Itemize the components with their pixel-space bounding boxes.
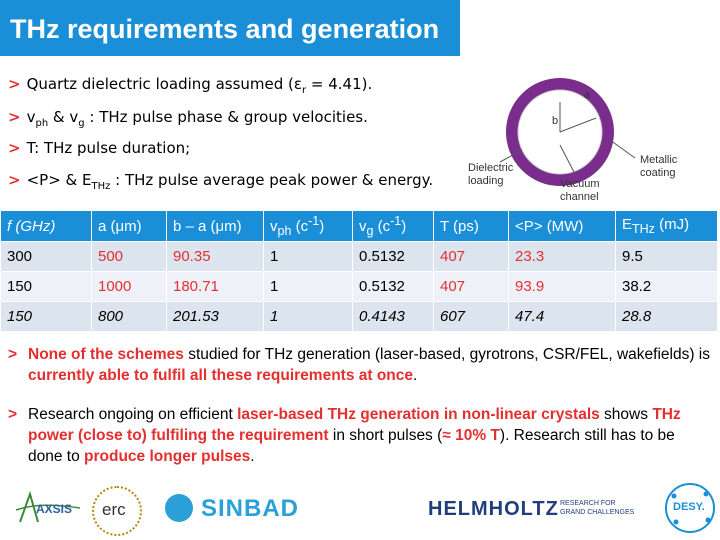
arrow-icon: > — [8, 139, 21, 157]
col-header-vg: $v_g$ $(c^{-1})$ — [353, 211, 434, 242]
title-bar — [0, 0, 720, 60]
sinbad-logo — [165, 492, 305, 526]
cell-vph: 1 — [264, 302, 353, 332]
paragraph-schemes — [8, 344, 713, 386]
bullet-sub: ph — [35, 118, 49, 129]
bullet-text: T: THz pulse duration; — [26, 139, 191, 157]
arrow-icon: > — [8, 75, 21, 93]
arrow-icon: > — [8, 108, 21, 126]
cell-vg: 0.5132 — [353, 242, 434, 272]
paragraph-text: None of the schemes studied for THz generation (laser-based, gyrotrons, CSR/FEL, wakefields) is currently able to fulfil all these requirements at once. — [28, 346, 710, 384]
cell-f: 150 — [1, 272, 92, 302]
helmholtz-logo — [428, 496, 678, 526]
cell-f: 150 — [1, 302, 92, 332]
label-vacuum-2: channel — [560, 191, 599, 203]
table-row — [1, 272, 718, 302]
label-dielectric-2: loading — [468, 175, 504, 187]
bullet-text: v — [26, 108, 36, 126]
bullet-text: : THz pulse average peak power & energy. — [110, 171, 434, 189]
col-header-ethz: $E_{THz}$ (mJ) — [616, 211, 718, 242]
cell-t: 407 — [434, 272, 509, 302]
arrow-icon: > — [8, 346, 18, 363]
title-box — [0, 0, 460, 56]
cell-f: 300 — [1, 242, 92, 272]
bullet-sub: THz — [91, 181, 111, 192]
waveguide-diagram — [460, 70, 710, 205]
cell-t: 407 — [434, 242, 509, 272]
desy-text: DESY. — [673, 501, 705, 513]
cell-a: 1000 — [92, 272, 167, 302]
label-vacuum-1: Vacuum — [560, 178, 600, 190]
paragraph-text: Research ongoing on efficient laser-based THz generation in non-linear crystals shows THz power (close to) fulfiling the requirement in short pulses (≈ 10% T). Research still has to be done to produce longer pulses. — [28, 406, 681, 465]
col-header-p: <P> (MW) — [509, 211, 616, 242]
col-header-vph: $v_{ph}$ $(c^{-1})$ — [264, 211, 353, 242]
col-header-b-a: b – a (μm) — [167, 211, 264, 242]
bullet-text: & v — [48, 108, 79, 126]
cell-p: 23.3 — [509, 242, 616, 272]
bullet-sub: g — [78, 118, 85, 129]
sinbad-circle-icon — [165, 494, 193, 522]
table-row — [1, 242, 718, 272]
cell-ethz: 38.2 — [616, 272, 718, 302]
sinbad-text: SINBAD — [201, 495, 300, 522]
bullet-text: = 4.41). — [306, 75, 373, 93]
axsis-text: AXSIS — [36, 502, 73, 516]
desy-logo — [664, 482, 716, 534]
col-header-f: f (GHz) — [1, 211, 92, 242]
helmholtz-tagline: RESEARCH FOR GRAND CHALLENGES — [560, 500, 635, 516]
arrow-icon: > — [8, 171, 21, 189]
col-header-a: a (μm) — [92, 211, 167, 242]
cell-vg: 0.4143 — [353, 302, 434, 332]
cell-b-a: 180.71 — [167, 272, 264, 302]
bullet-velocities — [8, 108, 368, 129]
page-title: THz requirements and generation — [10, 14, 440, 44]
logo-footer — [0, 470, 720, 540]
bullet-text: Quartz dielectric loading assumed (ε — [26, 75, 303, 93]
bullet-duration — [8, 139, 190, 157]
cell-a: 800 — [92, 302, 167, 332]
label-dielectric-1: Dielectric — [468, 162, 514, 174]
label-metallic-1: Metallic — [640, 154, 678, 166]
bullet-sub: r — [302, 85, 307, 96]
cell-b-a: 90.35 — [167, 242, 264, 272]
parameters-table — [0, 210, 718, 332]
cell-p: 47.4 — [509, 302, 616, 332]
helmholtz-text: HELMHOLTZ — [428, 498, 559, 520]
paragraph-research — [8, 404, 713, 467]
cell-p: 93.9 — [509, 272, 616, 302]
cell-t: 607 — [434, 302, 509, 332]
bullet-text: <P> & E — [26, 171, 92, 189]
col-header-t: T (ps) — [434, 211, 509, 242]
arrow-icon: > — [8, 406, 18, 423]
bullet-power — [8, 171, 433, 192]
erc-text: erc — [102, 500, 126, 519]
cell-b-a: 201.53 — [167, 302, 264, 332]
erc-logo — [92, 486, 142, 536]
pointer-metallic — [610, 140, 635, 158]
cell-vph: 1 — [264, 242, 353, 272]
label-b: b — [552, 115, 559, 127]
axsis-logo — [14, 488, 84, 528]
cell-ethz: 28.8 — [616, 302, 718, 332]
label-a: a — [584, 89, 591, 101]
bullet-text: : THz pulse phase & group velocities. — [84, 108, 368, 126]
table-header-row — [1, 211, 718, 242]
cell-a: 500 — [92, 242, 167, 272]
bullet-dielectric — [8, 75, 372, 96]
cell-ethz: 9.5 — [616, 242, 718, 272]
table-row — [1, 302, 718, 332]
cell-vg: 0.5132 — [353, 272, 434, 302]
cell-vph: 1 — [264, 272, 353, 302]
label-metallic-2: coating — [640, 167, 676, 179]
